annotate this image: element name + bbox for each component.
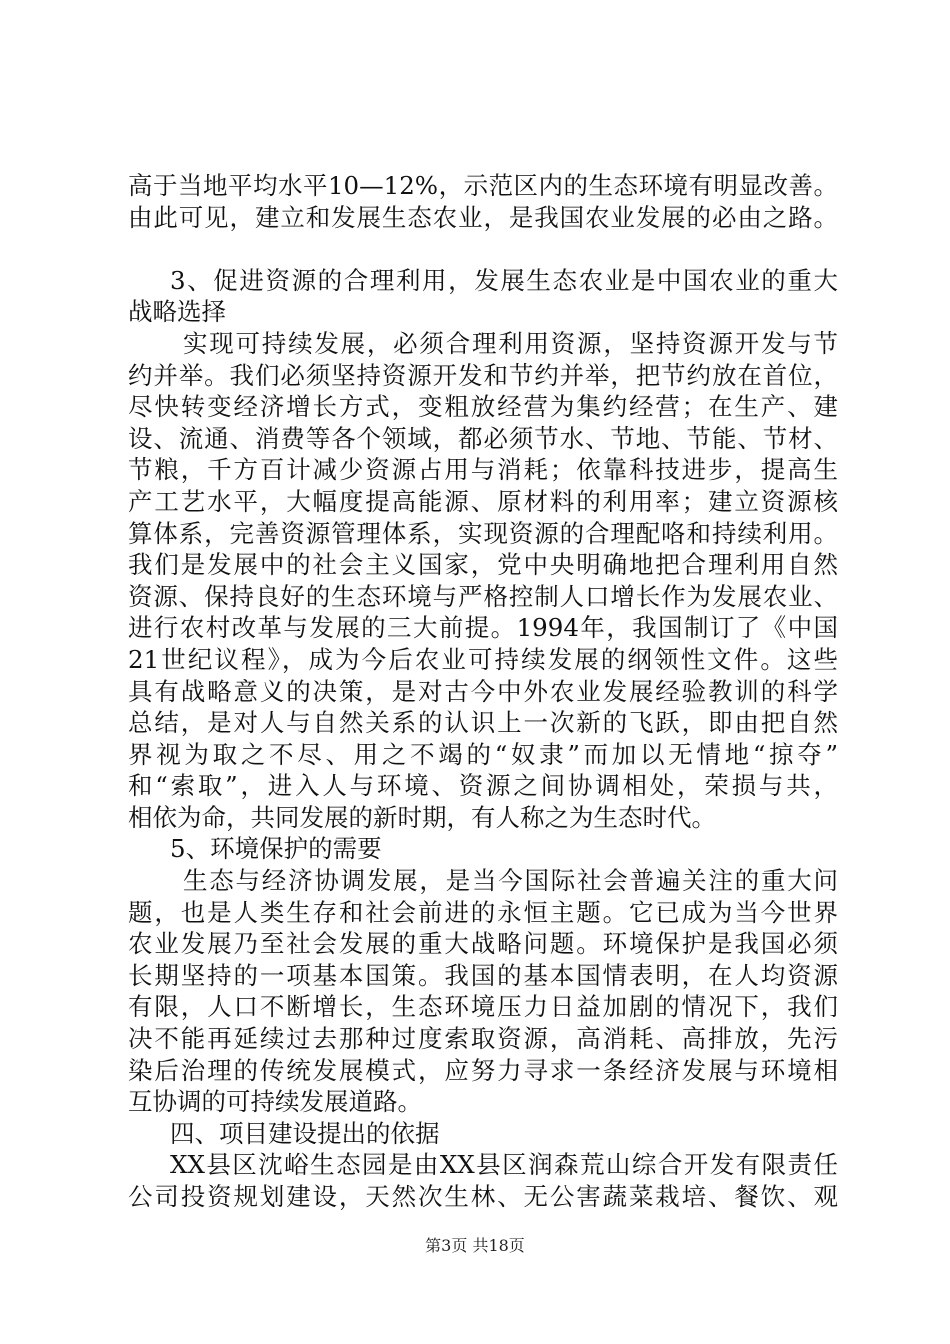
section-heading-5: 5、环境保护的需要	[170, 834, 382, 864]
paragraph-line: 长期坚持的一项基本国策。我国的基本国情表明，在人均资源	[128, 960, 838, 990]
paragraph-line: 互协调的可持续发展道路。	[128, 1087, 422, 1117]
paragraph-line: 有限，人口不断增长，生态环境压力日益加剧的情况下，我们	[128, 992, 838, 1022]
section-heading-3: 3、促进资源的合理利用，发展生态农业是中国农业的重大	[170, 265, 838, 295]
body-line: 高于当地平均水平10—12%，示范区内的生态环境有明显改善。	[128, 171, 838, 200]
paragraph-line: 进行农村改革与发展的三大前提。1994年，我国制订了《中国	[128, 613, 838, 643]
paragraph-line: 我们是发展中的社会主义国家，党中央明确地把合理利用自然	[128, 550, 838, 580]
paragraph-line: 节粮，千方百计减少资源占用与消耗；依靠科技进步，提高生	[128, 455, 838, 485]
section-heading-4: 四、项目建设提出的依据	[170, 1118, 440, 1148]
paragraph-line: 相依为命，共同发展的新时期，有人称之为生态时代。	[128, 802, 716, 832]
paragraph-line: 农业发展乃至社会发展的重大战略问题。环境保护是我国必须	[128, 929, 838, 959]
body-line: 由此可见，建立和发展生态农业，是我国农业发展的必由之路。	[128, 202, 838, 232]
paragraph-line: 资源、保持良好的生态环境与严格控制人口增长作为发展农业、	[128, 581, 838, 611]
paragraph-line: 总结，是对人与自然关系的认识上一次新的飞跃，即由把自然	[128, 708, 838, 738]
page-number-footer: 第3页 共18页	[425, 1236, 525, 1255]
paragraph-line: 决不能再延续过去那种过度索取资源，高消耗、高排放，先污	[128, 1024, 838, 1054]
paragraph-line: 尽快转变经济增长方式，变粗放经营为集约经营；在生产、建	[128, 392, 838, 422]
paragraph-line: 产工艺水平，大幅度提高能源、原材料的利用率；建立资源核	[128, 486, 838, 516]
paragraph-line: 实现可持续发展，必须合理利用资源，坚持资源开发与节	[183, 328, 838, 358]
paragraph-line: 染后治理的传统发展模式，应努力寻求一条经济发展与环境相	[128, 1055, 838, 1085]
paragraph-line: 界视为取之不尽、用之不竭的“奴隶”而加以无情地“掠夺”	[128, 739, 838, 769]
paragraph-line: 题，也是人类生存和社会前进的永恒主题。它已成为当今世界	[128, 897, 838, 927]
paragraph-line: 和“索取”，进入人与环境、资源之间协调相处，荣损与共，	[128, 771, 838, 801]
paragraph-line: 算体系，完善资源管理体系，实现资源的合理配咯和持续利用。	[128, 518, 838, 548]
document-body	[128, 170, 838, 1213]
paragraph-line: 设、流通、消费等各个领域，都必须节水、节地、节能、节材、	[128, 423, 838, 453]
paragraph-line: 公司投资规划建设，天然次生林、无公害蔬菜栽培、餐饮、观	[128, 1182, 838, 1211]
section-heading-3-cont: 战略选择	[128, 297, 226, 327]
paragraph-line: 生态与经济协调发展，是当今国际社会普遍关注的重大问	[183, 866, 838, 896]
paragraph-line: XX县区沈峪生态园是由XX县区润森荒山综合开发有限责任	[170, 1150, 838, 1180]
paragraph-line: 21世纪议程》，成为今后农业可持续发展的纲领性文件。这些	[128, 644, 838, 674]
paragraph-line: 约并举。我们必须坚持资源开发和节约并举，把节约放在首位，	[128, 360, 838, 390]
paragraph-gap	[128, 233, 838, 265]
paragraph-line: 具有战略意义的决策，是对古今中外农业发展经验教训的科学	[128, 676, 838, 706]
